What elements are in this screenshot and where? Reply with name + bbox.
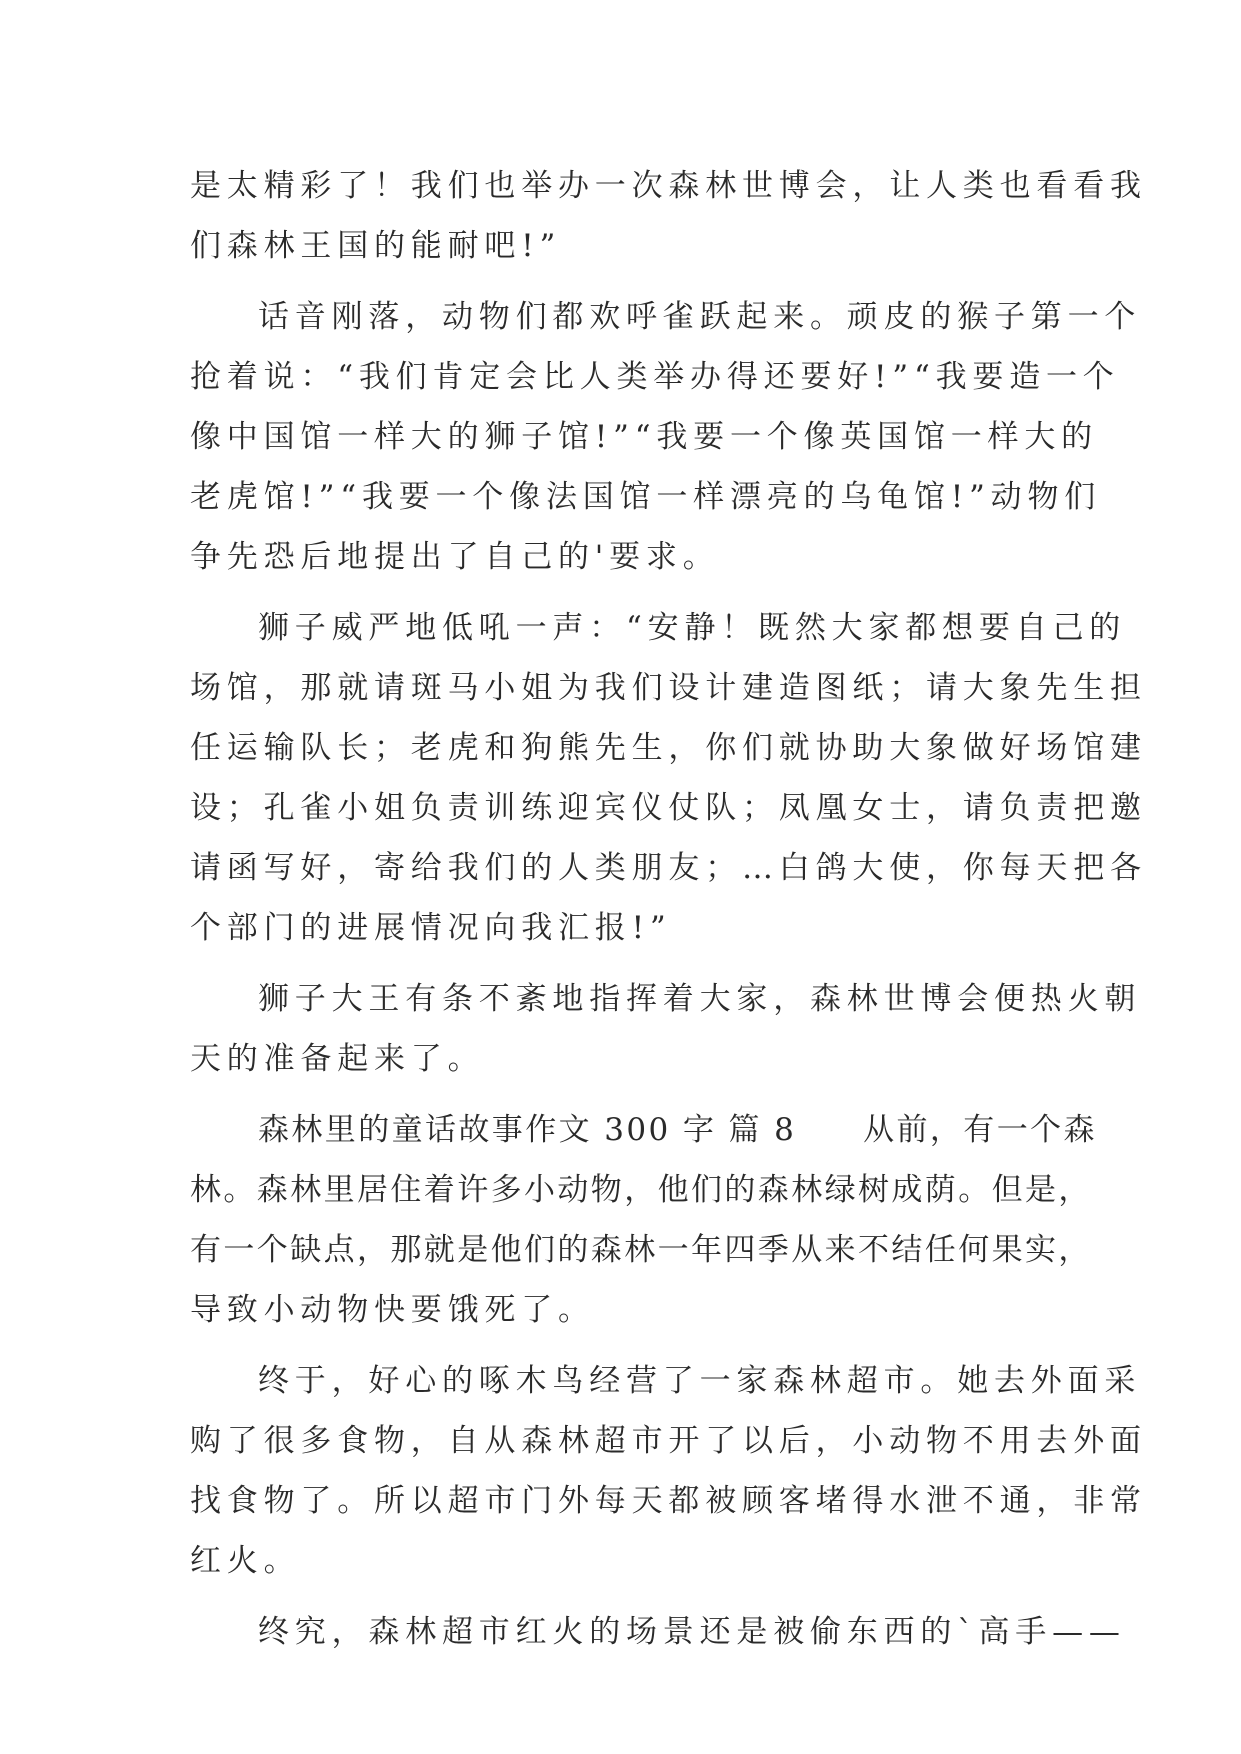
text-line: 老虎馆!”“我要一个像法国馆一样漂亮的乌龟馆!”动物们 xyxy=(190,479,1102,515)
text-line: 场馆，那就请斑马小姐为我们设计建造图纸；请大象先生担 xyxy=(190,670,1147,706)
text-line: 设；孔雀小姐负责训练迎宾仪仗队；凤凰女士，请负责把邀 xyxy=(190,790,1147,826)
text-line: 红火。 xyxy=(190,1543,301,1579)
text-line: 抢着说：“我们肯定会比人类举办得还要好!”“我要造一个 xyxy=(190,359,1120,395)
text-line: 是太精彩了！我们也举办一次森林世博会，让人类也看看我 xyxy=(190,168,1147,204)
text-line: 找食物了。所以超市门外每天都被顾客堵得水泄不通，非常 xyxy=(190,1483,1147,1519)
section-heading-line: 森林里的童话故事作文 300 字 篇 8 从前，有一个森 xyxy=(258,1112,1097,1148)
text-line: 们森林王国的能耐吧!” xyxy=(190,228,562,264)
paragraph-start: 话音刚落，动物们都欢呼雀跃起来。顽皮的猴子第一个 xyxy=(258,299,1142,335)
text-line: 请函写好，寄给我们的人类朋友；…白鸽大使，你每天把各 xyxy=(190,850,1147,886)
text-line: 天的准备起来了。 xyxy=(190,1041,485,1077)
paragraph-start: 狮子威严地低吼一声：“安静！既然大家都想要自己的 xyxy=(258,610,1127,646)
document-body xyxy=(190,156,1147,1662)
paragraph-start: 狮子大王有条不紊地指挥着大家，森林世博会便热火朝 xyxy=(258,981,1142,1017)
text-line: 像中国馆一样大的狮子馆!”“我要一个像英国馆一样大的 xyxy=(190,419,1098,455)
text-line: 导致小动物快要饿死了。 xyxy=(190,1292,595,1328)
text-line: 争先恐后地提出了自己的'要求。 xyxy=(190,539,720,575)
text-line: 个部门的进展情况向我汇报!” xyxy=(190,910,672,946)
paragraph-start: 终究，森林超市红火的场景还是被偷东西的`高手—— xyxy=(258,1614,1126,1650)
text-line: 林。森林里居住着许多小动物，他们的森林绿树成荫。但是， xyxy=(190,1172,1092,1208)
paragraph-start: 终于，好心的啄木鸟经营了一家森林超市。她去外面采 xyxy=(258,1363,1142,1399)
text-line: 任运输队长；老虎和狗熊先生，你们就协助大象做好场馆建 xyxy=(190,730,1147,766)
text-line: 有一个缺点，那就是他们的森林一年四季从来不结任何果实， xyxy=(190,1232,1092,1268)
text-line: 购了很多食物，自从森林超市开了以后，小动物不用去外面 xyxy=(190,1423,1147,1459)
